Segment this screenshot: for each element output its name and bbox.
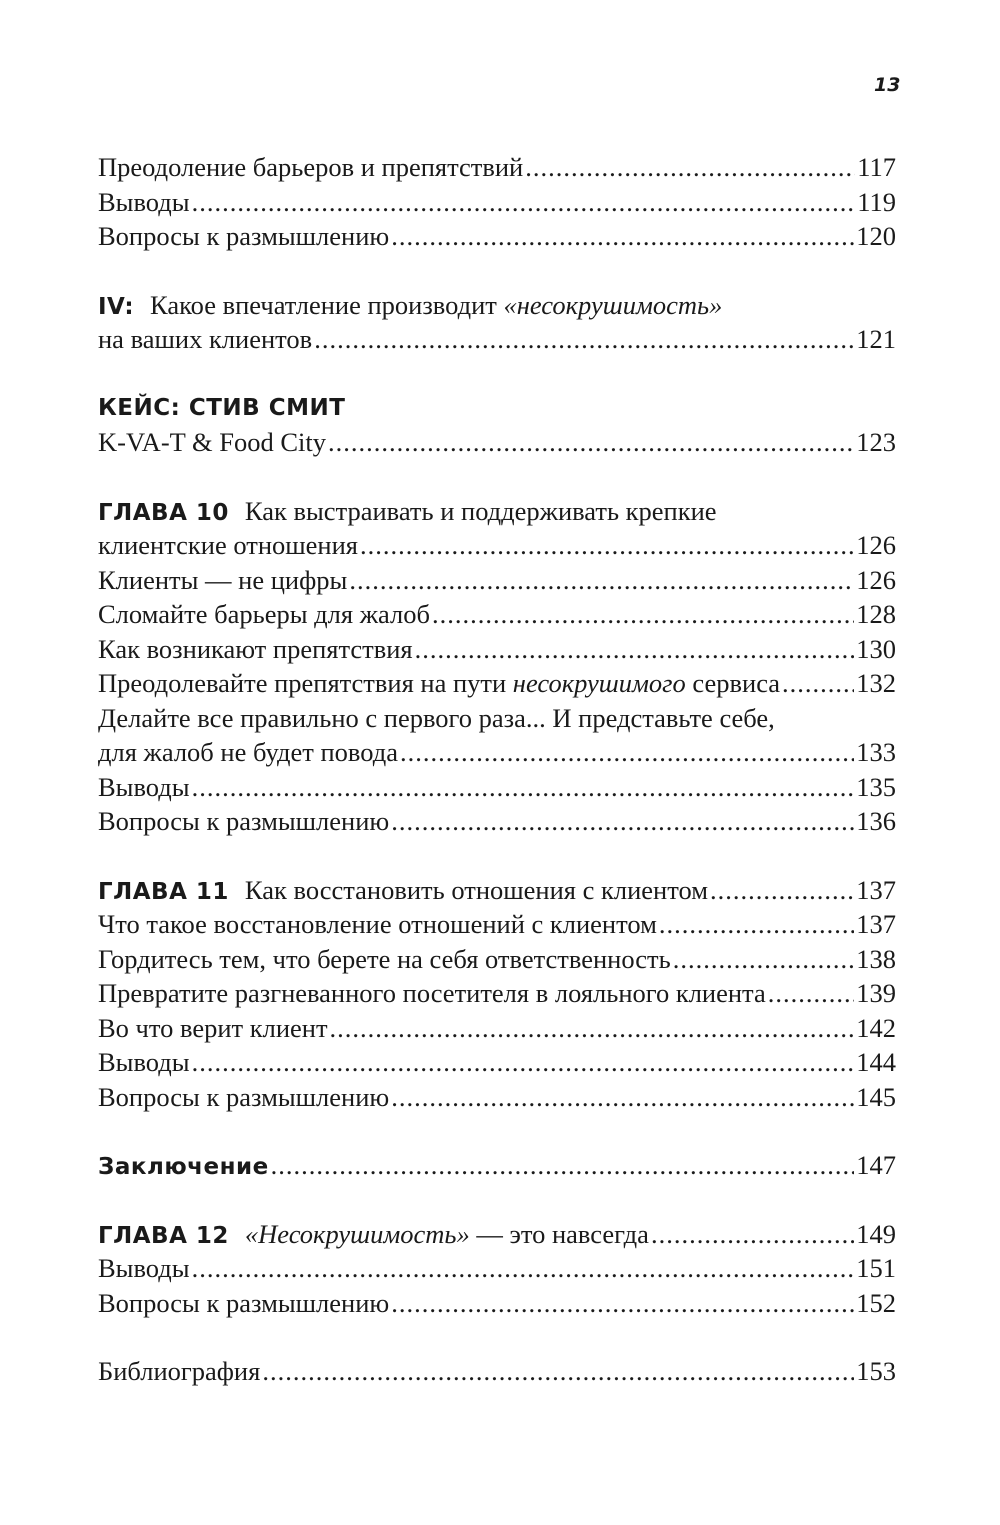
dot-leader — [192, 770, 855, 805]
dot-leader — [710, 873, 854, 908]
toc-entry[interactable] — [98, 1251, 896, 1286]
toc-entry-title: Вопросы к размышлению — [98, 806, 390, 836]
dot-leader — [673, 942, 855, 977]
toc-entry-page: 130 — [856, 633, 896, 664]
bibliography-entry[interactable] — [98, 1354, 896, 1389]
toc-entry-page: 137 — [856, 874, 896, 905]
toc-entry[interactable] — [98, 976, 896, 1011]
toc-entry[interactable] — [98, 150, 896, 185]
toc-entry-title: Что такое восстановление отношений с клиентом — [98, 909, 657, 939]
toc-entry[interactable] — [98, 907, 896, 942]
dot-leader — [659, 907, 854, 942]
toc-entry-title: K-VA-T & Food City — [98, 427, 326, 457]
toc-entry[interactable] — [98, 1080, 896, 1115]
dot-leader — [400, 735, 854, 770]
dot-leader — [768, 976, 855, 1011]
dot-leader — [349, 563, 854, 598]
toc-entry-page: 133 — [856, 737, 896, 767]
chapter-label: ГЛАВА 10 — [98, 499, 229, 526]
dot-leader — [432, 597, 854, 632]
toc-entry-title: Библиография — [98, 1356, 261, 1386]
part-label: IV: — [98, 293, 135, 320]
toc-entry-page: 151 — [856, 1253, 896, 1283]
toc-entry[interactable] — [98, 597, 896, 632]
toc-entry-emphasis: несокрушимого — [512, 668, 686, 698]
toc-entry-page: 126 — [856, 530, 896, 560]
toc-entry-page: 126 — [856, 564, 896, 595]
toc-entry-title: Делайте все правильно с первого раза... И представьте себе, — [98, 702, 775, 733]
toc-entry-page: 137 — [856, 909, 896, 939]
toc-entry[interactable] — [98, 735, 896, 770]
toc-entry[interactable] — [98, 528, 896, 563]
toc-entry-page: 139 — [856, 978, 896, 1008]
toc-entry-page: 128 — [856, 599, 896, 629]
toc-entry-title: Клиенты — не цифры — [98, 564, 348, 595]
part-4-heading[interactable] — [98, 288, 896, 323]
toc-entry[interactable] — [98, 1011, 896, 1046]
dot-leader — [782, 666, 854, 701]
toc-entry-page: 119 — [857, 186, 896, 217]
toc-entry-page: 135 — [856, 771, 896, 802]
toc-entry-title-line2: для жалоб не будет повода — [98, 737, 398, 767]
part-title-emphasis: «несокрушимость» — [503, 289, 723, 320]
dot-leader — [391, 219, 854, 254]
dot-leader — [391, 804, 854, 839]
toc-entry[interactable] — [98, 219, 896, 254]
part-title-line2: на ваших клиентов — [98, 324, 313, 354]
dot-leader — [328, 425, 854, 460]
toc-entry-title: Как возникают препятствия — [98, 633, 413, 664]
dot-leader — [330, 1011, 855, 1046]
chapter-11-heading[interactable] — [98, 873, 896, 908]
toc-entry[interactable] — [98, 425, 896, 460]
dot-leader — [391, 1080, 854, 1115]
toc-entry[interactable] — [98, 1286, 896, 1321]
toc-entry-page: 142 — [856, 1012, 896, 1043]
toc-entry-title: Выводы — [98, 771, 190, 802]
dot-leader — [192, 1251, 855, 1286]
case-heading-text: КЕЙС: СТИВ СМИТ — [98, 394, 346, 421]
toc-entry-page: 147 — [856, 1150, 896, 1180]
part-title-line1: Какое впечатление производит — [150, 289, 497, 320]
toc-entry-page: 120 — [856, 221, 896, 251]
toc-entry[interactable] — [98, 804, 896, 839]
toc-entry-page: 149 — [856, 1218, 896, 1249]
toc-entry-title: Превратите разгневанного посетителя в лояльного клиента — [98, 978, 766, 1008]
toc-entry-page: 138 — [856, 943, 896, 974]
dot-leader — [192, 185, 856, 220]
toc-entry-page: 152 — [856, 1287, 896, 1318]
toc-entry[interactable] — [98, 632, 896, 667]
chapter-10-heading[interactable] — [98, 494, 896, 529]
toc-entry-title: Вопросы к размышлению — [98, 221, 390, 251]
toc-entry-page: 117 — [857, 152, 896, 182]
toc-entry[interactable] — [98, 322, 896, 357]
toc-entry-line1[interactable] — [98, 701, 896, 736]
toc-entry-title: Вопросы к размышлению — [98, 1081, 390, 1112]
toc-entry[interactable] — [98, 666, 896, 701]
dot-leader — [314, 322, 854, 357]
toc-entry-page: 144 — [856, 1047, 896, 1077]
toc-entry-title-end: сервиса — [692, 668, 781, 698]
toc-entry[interactable] — [98, 770, 896, 805]
chapter-title-line1: Как выстраивать и поддерживать крепкие — [244, 495, 717, 526]
dot-leader — [415, 632, 855, 667]
toc-entry-page: 121 — [856, 324, 896, 354]
toc-entry[interactable] — [98, 185, 896, 220]
dot-leader — [262, 1354, 854, 1389]
conclusion-title: Заключение — [98, 1154, 269, 1180]
toc-entry[interactable] — [98, 942, 896, 977]
chapter-title: Как восстановить отношения с клиентом — [244, 874, 708, 905]
chapter-label: ГЛАВА 12 — [98, 1222, 229, 1249]
toc-entry-page: 153 — [856, 1356, 896, 1386]
toc-entry-title: Выводы — [98, 1253, 190, 1283]
chapter-title-line2: клиентские отношения — [98, 530, 358, 560]
chapter-12-heading[interactable] — [98, 1217, 896, 1252]
toc-entry[interactable] — [98, 563, 896, 598]
case-heading — [98, 391, 896, 426]
chapter-title-emphasis: «Несокрушимость» — [244, 1218, 470, 1249]
toc-entry-page: 132 — [856, 668, 896, 698]
page-number: 13 — [874, 74, 901, 96]
toc-entry-title: Гордитесь тем, что берете на себя ответственность — [98, 943, 671, 974]
dot-leader — [271, 1148, 855, 1183]
toc-entry-title: Во что верит клиент — [98, 1012, 328, 1043]
dot-leader — [391, 1286, 854, 1321]
chapter-label: ГЛАВА 11 — [98, 878, 229, 905]
toc-entry-page: 123 — [856, 427, 896, 457]
toc-entry-title: Преодолевайте препятствия на пути — [98, 668, 507, 698]
toc-entry-page: 145 — [856, 1081, 896, 1112]
toc-entry-title: Вопросы к размышлению — [98, 1287, 390, 1318]
toc-entry-title: Преодоление барьеров и препятствий — [98, 152, 524, 182]
chapter-title: — это навсегда — [476, 1218, 649, 1249]
table-of-contents — [98, 150, 896, 1389]
dot-leader — [651, 1217, 854, 1252]
toc-entry-title: Сломайте барьеры для жалоб — [98, 599, 430, 629]
toc-entry[interactable] — [98, 1045, 896, 1080]
dot-leader — [360, 528, 854, 563]
dot-leader — [192, 1045, 855, 1080]
dot-leader — [525, 150, 855, 185]
toc-entry-title: Выводы — [98, 1047, 190, 1077]
conclusion-entry[interactable] — [98, 1148, 896, 1183]
toc-entry-page: 136 — [856, 806, 896, 836]
toc-entry-title: Выводы — [98, 186, 190, 217]
